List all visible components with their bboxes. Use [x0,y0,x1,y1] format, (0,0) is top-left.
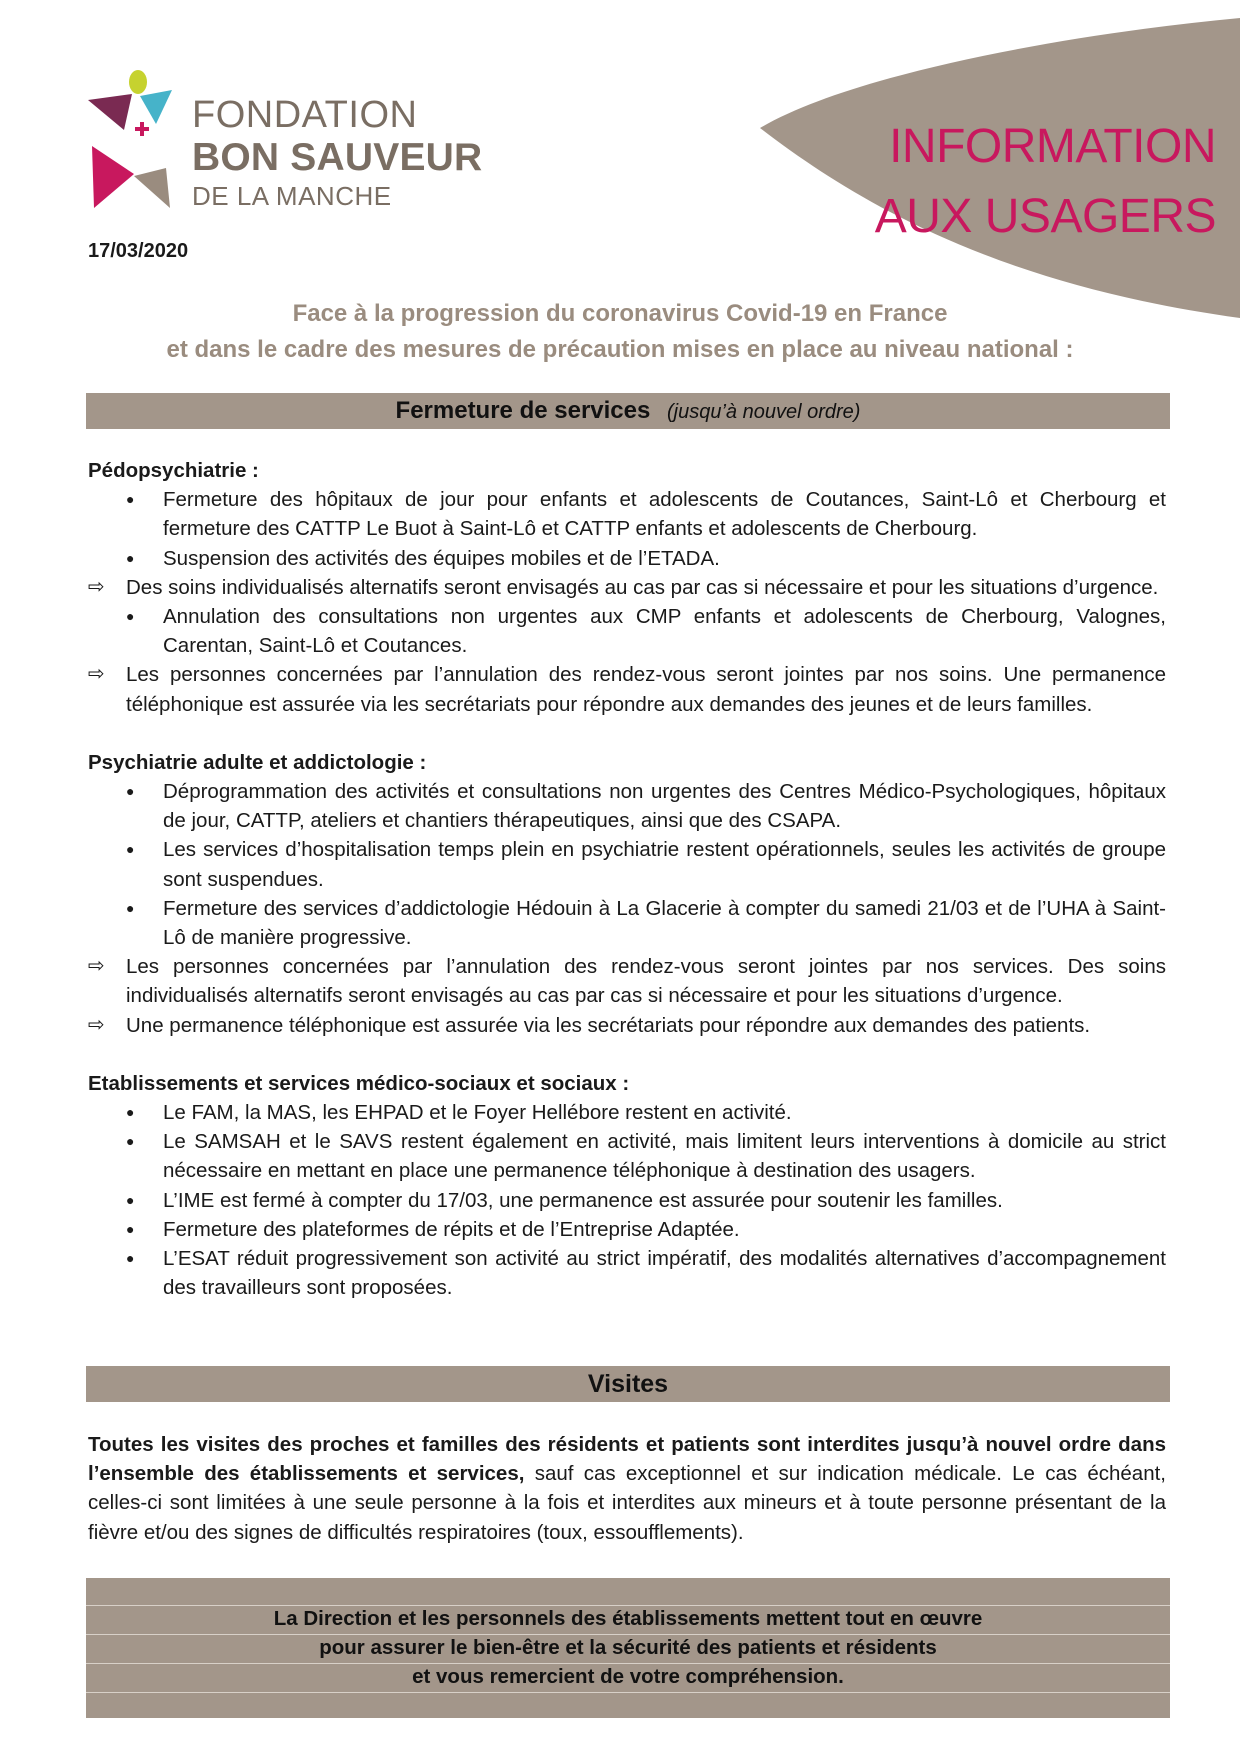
bullet-icon: ● [126,1220,135,1237]
intro-line-1: Face à la progression du coronavirus Covid-19 en France [292,300,948,327]
section-pedopsychiatrie [88,456,1166,719]
visits-paragraph [88,1430,1166,1547]
list-item: ● L’IME est fermé à compter du 17/03, une permanence est assurée pour soutenir les familles. [88,1186,1166,1215]
intro-line-2: et dans le cadre des mesures de précaution mises en place au niveau national : [166,336,1074,363]
list-item: ● Suspension des activités des équipes mobiles et de l’ETADA. [88,544,1166,573]
list-item: ⇨ Les personnes concernées par l’annulation des rendez-vous seront jointes par nos services. Des soins individualisés alternatifs seront envisagés au cas par cas si nécessaire et pour les situations d’urgence. [88,952,1166,1010]
section-psychiatrie-adulte [88,748,1166,1040]
closing-box [86,1578,1170,1718]
closures-band [86,393,1170,429]
closing-line-3: et vous remercient de votre compréhension. [412,1665,844,1689]
visits-normal-text: sauf cas exceptionnel et sur indication médicale. Le cas échéant, celles-ci sont limitées à une seule personne à la fois et interdites aux mineurs et à toute personne présentant de la fièvre et/ou des signes de difficultés respiratoires (toux, essoufflements). [88,1462,1166,1544]
visits-band-title: Visites [587,1370,669,1398]
list-item: ⇨ Des soins individualisés alternatifs seront envisagés au cas par cas si nécessaire et pour les situations d’urgence. [88,573,1166,602]
list-item: ● Annulation des consultations non urgentes aux CMP enfants et adolescents de Cherbourg, Valognes, Carentan, Saint-Lô et Coutances. [88,602,1166,660]
bullet-icon: ● [126,841,135,858]
bullet-icon: ● [126,1191,135,1208]
list-item: ● Les services d’hospitalisation temps plein en psychiatrie restent opérationnels, seules les activités de groupe sont suspendues. [88,835,1166,893]
list-item: ● Fermeture des plateformes de répits et de l’Entreprise Adaptée. [88,1215,1166,1244]
closing-divider [86,1692,1170,1693]
bullet-icon: ● [126,549,135,566]
list-item: ● Fermeture des services d’addictologie Hédouin à La Glacerie à compter du samedi 21/03 et de l’UHA à Saint-Lô de manière progressive. [88,894,1166,952]
document-date: 17/03/2020 [88,240,189,262]
section-medico-sociaux [88,1069,1166,1303]
closures-band-title: Fermeture de services [395,397,651,424]
section-title: Psychiatrie adulte et addictologie : [88,750,427,774]
fondation-logo-text [192,96,482,209]
information-title [875,112,1216,252]
section-title: Etablissements et services médico-sociaux et sociaux : [88,1071,630,1095]
closing-text [86,1604,1170,1692]
logo-line-2: BON SAUVEUR [192,136,483,179]
arrow-right-icon: ⇨ [88,955,105,978]
section-title: Pédopsychiatrie : [88,459,259,482]
visits-bold-text: Toutes les visites des proches et familles des résidents et patients sont interdites jusqu’à nouvel ordre dans l’ensemble des établissements et services, [88,1433,1166,1486]
bullet-icon: ● [126,1104,135,1121]
list-item: ⇨ Une permanence téléphonique est assurée via les secrétariats pour répondre aux demandes des patients. [88,1011,1166,1040]
arrow-right-icon: ⇨ [88,663,105,686]
information-title-line-2: AUX USAGERS [874,190,1216,243]
bullet-icon: ● [126,1250,135,1267]
closing-line-1: La Direction et les personnels des établissements mettent tout en œuvre [273,1607,983,1630]
closures-content [88,456,1166,1302]
list-item: ● L’ESAT réduit progressivement son activité au strict impératif, des modalités alternatives d’accompagnement des travailleurs sont proposées. [88,1244,1166,1302]
bullet-icon: ● [126,1133,135,1150]
arrow-right-icon: ⇨ [88,1013,105,1036]
visits-band [86,1366,1170,1402]
intro-heading [0,296,1240,368]
list-item: ● Fermeture des hôpitaux de jour pour enfants et adolescents de Coutances, Saint-Lô et Cherbourg et fermeture des CATTP Le Buot à Saint-Lô et CATTP enfants et adolescents de Cherbourg. [88,485,1166,543]
closing-line-2: pour assurer le bien-être et la sécurité des patients et résidents [319,1636,937,1660]
logo-line-1: FONDATION [192,94,418,136]
bullet-icon: ● [126,491,135,508]
bullet-icon: ● [126,608,135,625]
logo-line-3: DE LA MANCHE [192,181,392,211]
closures-band-note: (jusqu’à nouvel ordre) [667,401,861,423]
fondation-logo-icon [86,66,186,214]
bullet-icon: ● [126,899,135,916]
list-item: ● Le FAM, la MAS, les EHPAD et le Foyer Hellébore restent en activité. [88,1098,1166,1127]
bullet-icon: ● [126,783,135,800]
list-item: ● Le SAMSAH et le SAVS restent également en activité, mais limitent leurs interventions à domicile au strict nécessaire en mettant en place une permanence téléphonique à destination des usagers. [88,1127,1166,1185]
information-title-line-1: INFORMATION [889,120,1216,173]
arrow-right-icon: ⇨ [88,575,105,598]
list-item: ● Déprogrammation des activités et consultations non urgentes des Centres Médico-Psychologiques, hôpitaux de jour, CATTP, ateliers et chantiers thérapeutiques, ainsi que des CSAPA. [88,777,1166,835]
list-item: ⇨ Les personnes concernées par l’annulation des rendez-vous seront jointes par nos soins. Une permanence téléphonique est assurée via les secrétariats pour répondre aux demandes des jeunes et de leurs familles. [88,660,1166,718]
